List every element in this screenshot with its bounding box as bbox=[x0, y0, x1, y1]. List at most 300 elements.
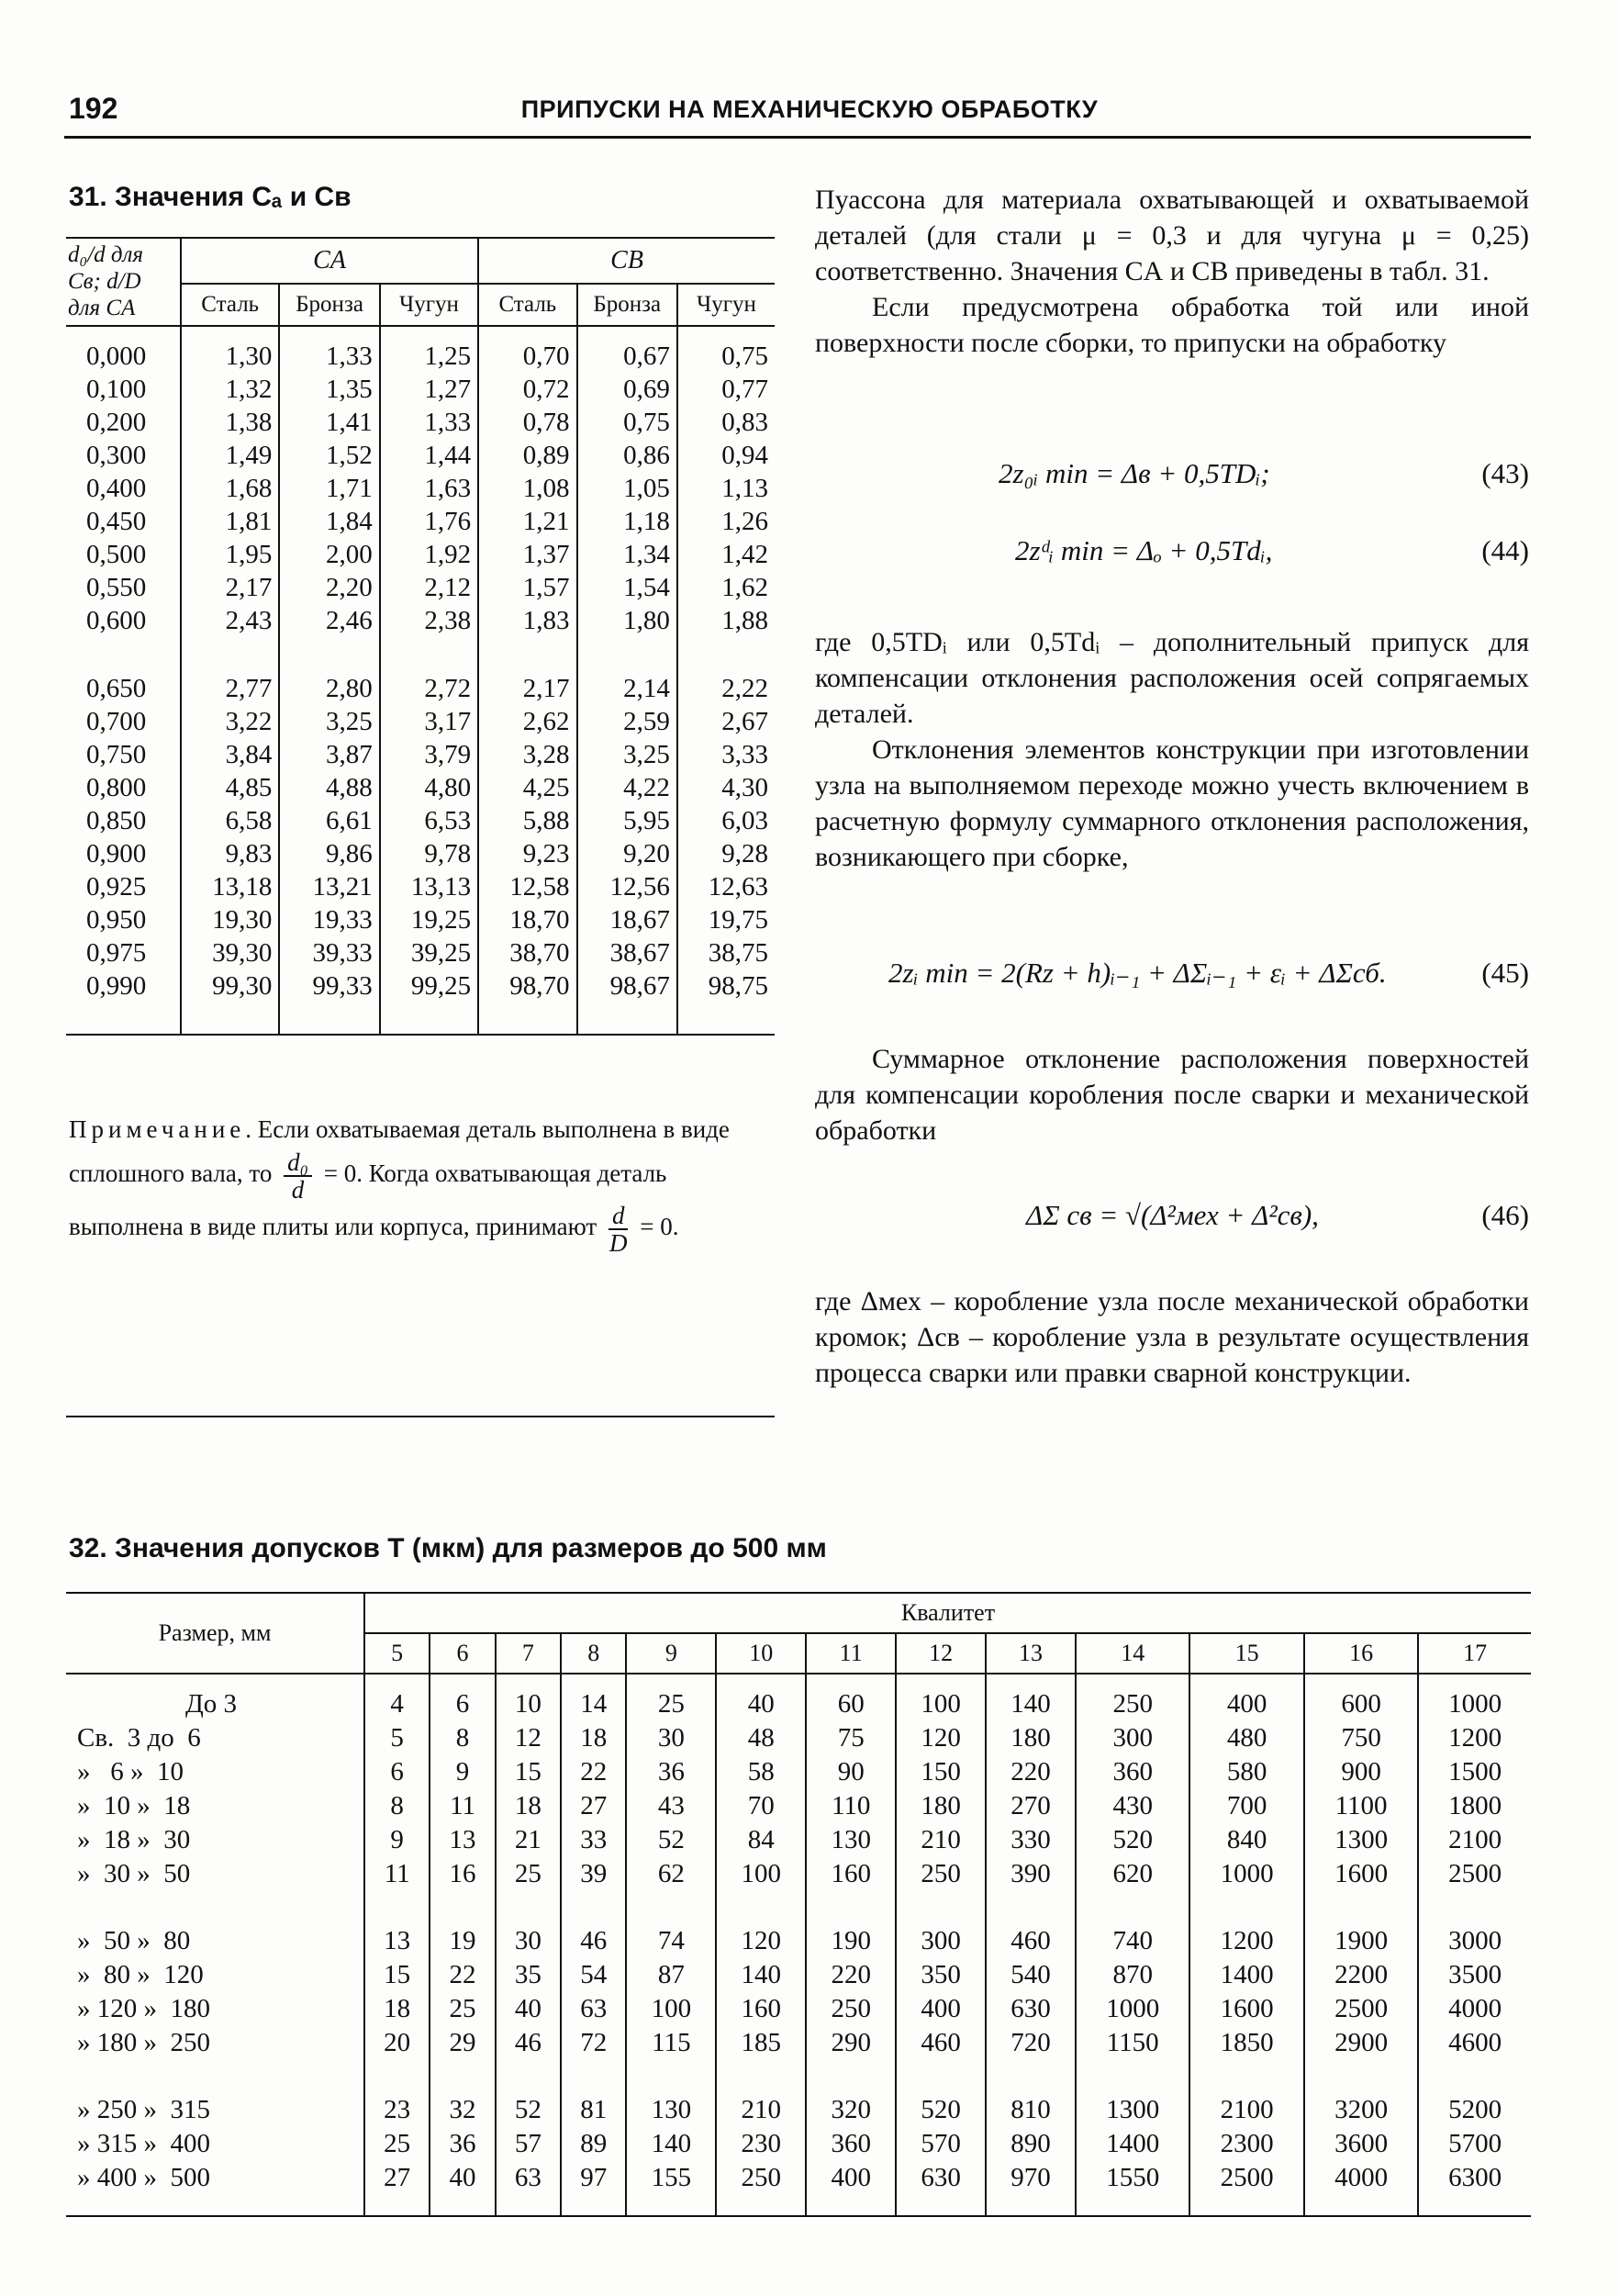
table32-value-cell: 9 bbox=[364, 1823, 430, 1857]
table31-value-cell: 0,72 bbox=[478, 373, 576, 406]
paragraph-poisson: Пуассона для материала охватывающей и охватываемой деталей (для стали μ = 0,3 и для чугуна μ = 0,25) соответственно. Значения CА и CВ приведены в табл. 31. bbox=[815, 185, 1529, 286]
table31-value-cell: 9,78 bbox=[380, 837, 478, 870]
table32-grade-header: 13 bbox=[986, 1633, 1076, 1674]
table32-grade-header: 15 bbox=[1189, 1633, 1303, 1674]
table31-value-cell: 0,94 bbox=[721, 441, 768, 471]
table32-value-cell: 130 bbox=[806, 1823, 896, 1857]
table32-size-cell: » 80 » 120 bbox=[66, 1958, 364, 1992]
table32-value-cell: 15 bbox=[496, 1755, 561, 1789]
header-rule bbox=[64, 136, 1531, 139]
table32-value-cell: 480 bbox=[1189, 1721, 1303, 1755]
table31-value-cell: 2,59 bbox=[577, 705, 677, 738]
table32-grade-header: 5 bbox=[364, 1633, 430, 1674]
table31-value-cell: 1,30 bbox=[181, 326, 279, 373]
table31-value-cell: 3,33 bbox=[721, 740, 768, 770]
table32-value-cell: 110 bbox=[806, 1789, 896, 1823]
table32-value-cell: 81 bbox=[561, 2060, 626, 2127]
table32-value-cell: 8 bbox=[430, 1721, 495, 1755]
table31-value-cell: 1,83 bbox=[478, 604, 576, 637]
table31-value-cell: 4,88 bbox=[279, 771, 379, 804]
table32-value-cell: 13 bbox=[430, 1823, 495, 1857]
table32-grade-header: 7 bbox=[496, 1633, 561, 1674]
table32-value-cell: 43 bbox=[626, 1789, 716, 1823]
table31-value-cell: 19,33 bbox=[279, 903, 379, 936]
table31-value-cell: 4,22 bbox=[577, 771, 677, 804]
table32-grade-header: 6 bbox=[430, 1633, 495, 1674]
right-text-block-3 bbox=[815, 1041, 1529, 1148]
table31-value-cell: 9,86 bbox=[279, 837, 379, 870]
table31-corner-label: d₀/d для Cв; d/D для CА bbox=[66, 238, 181, 326]
table31-value-cell: 1,44 bbox=[380, 439, 478, 472]
table32-value-cell: 630 bbox=[986, 1992, 1076, 2026]
table32-value-cell: 160 bbox=[806, 1857, 896, 1891]
table32-value-cell: 25 bbox=[626, 1674, 716, 1721]
table32-value-cell: 32 bbox=[430, 2060, 495, 2127]
table31-row bbox=[66, 870, 775, 903]
table32-value-cell: 120 bbox=[896, 1721, 986, 1755]
table32-value-cell: 23 bbox=[364, 2060, 430, 2127]
table32-value-cell: 740 bbox=[1076, 1891, 1189, 1958]
table31-value-cell: 9,28 bbox=[721, 839, 768, 869]
table31-caption: 31. Значения Cₐ и Cв bbox=[69, 182, 352, 212]
table31-value-cell: 38,70 bbox=[478, 936, 576, 969]
table32-value-cell: 90 bbox=[806, 1755, 896, 1789]
table31-value-cell: 9,83 bbox=[181, 837, 279, 870]
table31-value-cell: 13,18 bbox=[181, 870, 279, 903]
table31-row bbox=[66, 571, 775, 604]
table32-value-cell: 40 bbox=[716, 1674, 806, 1721]
table31-ratio-cell: 0,000 bbox=[66, 326, 181, 373]
table32-value-cell: 1200 bbox=[1189, 1891, 1303, 1958]
table31-value-cell: 1,33 bbox=[279, 326, 379, 373]
table32-row bbox=[66, 1857, 1531, 1891]
table32 bbox=[66, 1592, 1531, 2217]
table31-ratio-cell: 0,100 bbox=[66, 373, 181, 406]
table31-value-cell: 2,62 bbox=[478, 705, 576, 738]
table31-row bbox=[66, 936, 775, 969]
table32-value-cell: 400 bbox=[806, 2161, 896, 2216]
table32-value-cell: 400 bbox=[1189, 1674, 1303, 1721]
table31-value-cell: 1,38 bbox=[181, 406, 279, 439]
table32-value-cell: 52 bbox=[626, 1823, 716, 1857]
table31-value-cell: 0,86 bbox=[577, 439, 677, 472]
table32-value-cell: 14 bbox=[561, 1674, 626, 1721]
table31-value-cell: 0,77 bbox=[721, 375, 768, 405]
table31-value-cell: 1,63 bbox=[380, 472, 478, 505]
table32-value-cell: 9 bbox=[430, 1755, 495, 1789]
table32-value-cell: 700 bbox=[1189, 1789, 1303, 1823]
fraction-d-over-D: $\frac{d}{D}$ bbox=[609, 1202, 628, 1257]
right-text-block-1 bbox=[815, 182, 1529, 361]
table32-value-cell: 2500 bbox=[1304, 1992, 1418, 2026]
table31-value-cell: 5,88 bbox=[478, 804, 576, 837]
table32-value-cell: 4600 bbox=[1448, 2028, 1502, 2057]
table31-value-cell: 19,75 bbox=[708, 905, 768, 935]
table32-value-cell: 87 bbox=[626, 1958, 716, 1992]
table31-value-cell: 2,12 bbox=[380, 571, 478, 604]
table31-row bbox=[66, 837, 775, 870]
table31-ratio-cell: 0,200 bbox=[66, 406, 181, 439]
table32-value-cell: 27 bbox=[561, 1789, 626, 1823]
table32-size-cell: » 250 » 315 bbox=[66, 2060, 364, 2127]
table32-value-cell: 5 bbox=[364, 1721, 430, 1755]
table31-value-cell: 0,83 bbox=[721, 408, 768, 438]
table32-value-cell: 35 bbox=[496, 1958, 561, 1992]
table32-value-cell: 48 bbox=[716, 1721, 806, 1755]
paragraph-deviations: Отклонения элементов конструкции при изготовлении узла на выполняемом переходе можно учесть включением в расчетную формулу суммарного отклонения расположения, возникающего при сборке, bbox=[815, 734, 1529, 872]
table31-value-cell: 3,84 bbox=[181, 738, 279, 771]
table32-value-cell: 10 bbox=[496, 1674, 561, 1721]
table32-size-cell: До 3 bbox=[66, 1674, 364, 1721]
table32-value-cell: 270 bbox=[986, 1789, 1076, 1823]
table32-value-cell: 18 bbox=[496, 1789, 561, 1823]
table31-value-cell: 0,69 bbox=[577, 373, 677, 406]
table31-value-cell: 3,25 bbox=[577, 738, 677, 771]
table32-value-cell: 15 bbox=[364, 1958, 430, 1992]
table32-value-cell: 60 bbox=[806, 1674, 896, 1721]
table32-value-cell: 18 bbox=[561, 1721, 626, 1755]
table32-value-cell: 57 bbox=[496, 2127, 561, 2161]
table32-value-cell: 100 bbox=[716, 1857, 806, 1891]
table32-value-cell: 5700 bbox=[1448, 2129, 1502, 2158]
paragraph-additional-allowance: где 0,5TDᵢ или 0,5Tdᵢ – дополнительный припуск для компенсации отклонения расположения осей сопрягаемых деталей. bbox=[815, 627, 1529, 729]
table31-value-cell: 1,95 bbox=[181, 538, 279, 571]
table31 bbox=[66, 237, 775, 1036]
table31-material-header: Чугун bbox=[697, 291, 756, 317]
table31-ratio-cell: 0,950 bbox=[66, 903, 181, 936]
table32-value-cell: 140 bbox=[986, 1674, 1076, 1721]
table32-value-cell: 330 bbox=[986, 1823, 1076, 1857]
table31-row bbox=[66, 637, 775, 705]
note-text-3: = 0. bbox=[640, 1213, 679, 1241]
table32-value-cell: 120 bbox=[716, 1891, 806, 1958]
table32-row bbox=[66, 1789, 1531, 1823]
table31-row bbox=[66, 604, 775, 637]
table32-value-cell: 1000 bbox=[1189, 1857, 1303, 1891]
table32-value-cell: 750 bbox=[1304, 1721, 1418, 1755]
table31-value-cell: 2,77 bbox=[181, 637, 279, 705]
table32-value-cell: 4000 bbox=[1304, 2161, 1418, 2216]
table32-value-cell: 21 bbox=[496, 1823, 561, 1857]
table32-value-cell: 580 bbox=[1189, 1755, 1303, 1789]
table31-value-cell: 99,25 bbox=[380, 969, 478, 1035]
table32-value-cell: 300 bbox=[1076, 1721, 1189, 1755]
table31-row bbox=[66, 505, 775, 538]
table32-value-cell: 290 bbox=[806, 2026, 896, 2060]
table32-row bbox=[66, 2127, 1531, 2161]
table31-value-cell: 0,78 bbox=[478, 406, 576, 439]
table31-ratio-cell: 0,300 bbox=[66, 439, 181, 472]
table32-value-cell: 6 bbox=[430, 1674, 495, 1721]
table32-value-cell: 1400 bbox=[1076, 2127, 1189, 2161]
table32-value-cell: 2500 bbox=[1189, 2161, 1303, 2216]
table31-value-cell: 98,67 bbox=[577, 969, 677, 1035]
table32-value-cell: 900 bbox=[1304, 1755, 1418, 1789]
table32-value-cell: 4 bbox=[364, 1674, 430, 1721]
table31-value-cell: 1,57 bbox=[478, 571, 576, 604]
table32-value-cell: 22 bbox=[561, 1755, 626, 1789]
table31-value-cell: 1,71 bbox=[279, 472, 379, 505]
table32-grade-header: 12 bbox=[896, 1633, 986, 1674]
table32-value-cell: 46 bbox=[561, 1891, 626, 1958]
table32-value-cell: 300 bbox=[896, 1891, 986, 1958]
table32-value-cell: 840 bbox=[1189, 1823, 1303, 1857]
table31-header-ca: CА bbox=[181, 238, 478, 284]
table31-value-cell: 1,21 bbox=[478, 505, 576, 538]
table31-value-cell: 1,42 bbox=[721, 540, 768, 570]
table31-value-cell: 9,20 bbox=[577, 837, 677, 870]
running-title: ПРИПУСКИ НА МЕХАНИЧЕСКУЮ ОБРАБОТКУ bbox=[520, 95, 1099, 123]
table31-value-cell: 2,17 bbox=[478, 637, 576, 705]
table32-row bbox=[66, 2026, 1531, 2060]
table32-value-cell: 720 bbox=[986, 2026, 1076, 2060]
table31-value-cell: 1,80 bbox=[577, 604, 677, 637]
table31-value-cell: 98,70 bbox=[478, 969, 576, 1035]
table31-row bbox=[66, 538, 775, 571]
table32-value-cell: 220 bbox=[986, 1755, 1076, 1789]
table32-value-cell: 400 bbox=[896, 1992, 986, 2026]
table32-value-cell: 2100 bbox=[1189, 2060, 1303, 2127]
table32-value-cell: 40 bbox=[496, 1992, 561, 2026]
table32-value-cell: 89 bbox=[561, 2127, 626, 2161]
table31-value-cell: 1,68 bbox=[181, 472, 279, 505]
table31-row bbox=[66, 738, 775, 771]
table32-value-cell: 210 bbox=[716, 2060, 806, 2127]
table31-value-cell: 9,23 bbox=[478, 837, 576, 870]
table32-value-cell: 63 bbox=[496, 2161, 561, 2216]
table32-value-cell: 150 bbox=[896, 1755, 986, 1789]
table32-value-cell: 1000 bbox=[1076, 1992, 1189, 2026]
table31-value-cell: 3,79 bbox=[380, 738, 478, 771]
table32-size-header: Размер, мм bbox=[66, 1593, 364, 1674]
table31-value-cell: 99,30 bbox=[181, 969, 279, 1035]
table31-value-cell: 2,14 bbox=[577, 637, 677, 705]
table31-ratio-cell: 0,975 bbox=[66, 936, 181, 969]
table32-value-cell: 520 bbox=[896, 2060, 986, 2127]
table31-value-cell: 2,00 bbox=[279, 538, 379, 571]
table32-value-cell: 250 bbox=[716, 2161, 806, 2216]
table31-value-cell: 6,03 bbox=[721, 806, 768, 836]
table32-value-cell: 11 bbox=[364, 1857, 430, 1891]
equation-44: 2zᵈᵢ min = Δₒ + 0,5Tdᵢ, (44) bbox=[1015, 534, 1529, 566]
table31-value-cell: 12,56 bbox=[577, 870, 677, 903]
table31-value-cell: 38,75 bbox=[708, 938, 768, 969]
table32-value-cell: 1800 bbox=[1448, 1791, 1502, 1820]
table32-caption: 32. Значения допусков T (мкм) для размеров до 500 мм bbox=[69, 1533, 827, 1563]
table31-value-cell: 1,26 bbox=[721, 507, 768, 537]
table31-value-cell: 1,52 bbox=[279, 439, 379, 472]
note-text-1: . Если охватываемая деталь выполнена в виде сплошного вала, то bbox=[69, 1115, 730, 1188]
table32-value-cell: 460 bbox=[986, 1891, 1076, 1958]
table31-value-cell: 3,28 bbox=[478, 738, 576, 771]
table31-value-cell: 1,33 bbox=[380, 406, 478, 439]
note-text-2: = 0. Когда охватывающая деталь выполнена в виде плиты или корпуса, принимают bbox=[69, 1159, 667, 1241]
table31-value-cell: 3,25 bbox=[279, 705, 379, 738]
table31-value-cell: 1,32 bbox=[181, 373, 279, 406]
table31-row bbox=[66, 771, 775, 804]
equation-45: 2zᵢ min = 2(Rz + h)ᵢ₋₁ + ΔΣᵢ₋₁ + εᵢ + ΔΣсб. (45) bbox=[888, 957, 1529, 989]
fraction-d0-over-d: $\frac{\text{d₀}}{d}$ bbox=[284, 1149, 312, 1203]
table31-value-cell: 1,13 bbox=[721, 474, 768, 504]
table32-size-cell: » 10 » 18 bbox=[66, 1789, 364, 1823]
table31-value-cell: 4,85 bbox=[181, 771, 279, 804]
table32-row bbox=[66, 2060, 1531, 2127]
table32-value-cell: 1600 bbox=[1304, 1857, 1418, 1891]
table32-value-cell: 27 bbox=[364, 2161, 430, 2216]
table32-value-cell: 140 bbox=[626, 2127, 716, 2161]
table31-value-cell: 98,75 bbox=[708, 971, 768, 1002]
table32-value-cell: 570 bbox=[896, 2127, 986, 2161]
table32-value-cell: 25 bbox=[430, 1992, 495, 2026]
table32-size-cell: » 120 » 180 bbox=[66, 1992, 364, 2026]
table32-row bbox=[66, 1674, 1531, 1721]
table31-value-cell: 12,63 bbox=[708, 872, 768, 902]
table32-value-cell: 250 bbox=[1076, 1674, 1189, 1721]
table32-value-cell: 30 bbox=[496, 1891, 561, 1958]
table32-value-cell: 180 bbox=[986, 1721, 1076, 1755]
table32-value-cell: 3000 bbox=[1448, 1926, 1502, 1955]
table32-value-cell: 190 bbox=[806, 1891, 896, 1958]
table31-ratio-cell: 0,650 bbox=[66, 637, 181, 705]
table31-ratio-cell: 0,990 bbox=[66, 969, 181, 1035]
table32-value-cell: 70 bbox=[716, 1789, 806, 1823]
table32-value-cell: 320 bbox=[806, 2060, 896, 2127]
table31-material-header: Бронза bbox=[577, 284, 677, 326]
table32-value-cell: 140 bbox=[716, 1958, 806, 1992]
table31-row bbox=[66, 804, 775, 837]
table31-value-cell: 13,21 bbox=[279, 870, 379, 903]
table32-size-cell: » 6 » 10 bbox=[66, 1755, 364, 1789]
table32-value-cell: 600 bbox=[1304, 1674, 1418, 1721]
table31-value-cell: 1,41 bbox=[279, 406, 379, 439]
table32-value-cell: 630 bbox=[896, 2161, 986, 2216]
table31-value-cell: 1,37 bbox=[478, 538, 576, 571]
table31-ratio-cell: 0,900 bbox=[66, 837, 181, 870]
table32-value-cell: 3200 bbox=[1304, 2060, 1418, 2127]
table32-value-cell: 8 bbox=[364, 1789, 430, 1823]
note-rule bbox=[66, 1416, 775, 1417]
table31-note bbox=[69, 1109, 776, 1274]
table32-row bbox=[66, 1721, 1531, 1755]
table32-row bbox=[66, 1823, 1531, 1857]
table31-value-cell: 2,67 bbox=[721, 707, 768, 737]
table31-value-cell: 0,75 bbox=[721, 342, 768, 372]
table32-value-cell: 250 bbox=[896, 1857, 986, 1891]
table31-ratio-cell: 0,500 bbox=[66, 538, 181, 571]
table32-size-cell: » 180 » 250 bbox=[66, 2026, 364, 2060]
table32-row bbox=[66, 1958, 1531, 1992]
table31-value-cell: 6,58 bbox=[181, 804, 279, 837]
table31-row bbox=[66, 326, 775, 373]
table31-value-cell: 1,62 bbox=[721, 573, 768, 603]
table31-value-cell: 5,95 bbox=[577, 804, 677, 837]
table31-value-cell: 3,22 bbox=[181, 705, 279, 738]
table32-row bbox=[66, 2161, 1531, 2216]
table31-value-cell: 4,30 bbox=[721, 773, 768, 803]
table31-material-header: Чугун bbox=[380, 284, 478, 326]
table31-value-cell: 2,38 bbox=[380, 604, 478, 637]
table31-value-cell: 2,80 bbox=[279, 637, 379, 705]
table32-value-cell: 620 bbox=[1076, 1857, 1189, 1891]
table32-value-cell: 1600 bbox=[1189, 1992, 1303, 2026]
table32-value-cell: 63 bbox=[561, 1992, 626, 2026]
table32-value-cell: 36 bbox=[626, 1755, 716, 1789]
table32-value-cell: 1300 bbox=[1304, 1823, 1418, 1857]
table31-material-header: Сталь bbox=[478, 284, 576, 326]
table31-value-cell: 19,30 bbox=[181, 903, 279, 936]
table32-value-cell: 25 bbox=[364, 2127, 430, 2161]
table31-value-cell: 1,92 bbox=[380, 538, 478, 571]
table32-value-cell: 75 bbox=[806, 1721, 896, 1755]
table32-grade-header: 11 bbox=[806, 1633, 896, 1674]
table32-value-cell: 58 bbox=[716, 1755, 806, 1789]
table32-qualitet-header: Квалитет bbox=[364, 1593, 1531, 1633]
table32-value-cell: 13 bbox=[364, 1891, 430, 1958]
table31-value-cell: 2,72 bbox=[380, 637, 478, 705]
table31-value-cell: 0,89 bbox=[478, 439, 576, 472]
table32-value-cell: 115 bbox=[626, 2026, 716, 2060]
table31-value-cell: 1,76 bbox=[380, 505, 478, 538]
table31-value-cell: 4,80 bbox=[380, 771, 478, 804]
table32-value-cell: 520 bbox=[1076, 1823, 1189, 1857]
table32-value-cell: 350 bbox=[896, 1958, 986, 1992]
table31-value-cell: 99,33 bbox=[279, 969, 379, 1035]
table31-value-cell: 1,08 bbox=[478, 472, 576, 505]
table31-value-cell: 0,75 bbox=[577, 406, 677, 439]
table31-ratio-cell: 0,800 bbox=[66, 771, 181, 804]
table31-row bbox=[66, 705, 775, 738]
table32-value-cell: 54 bbox=[561, 1958, 626, 1992]
table31-row bbox=[66, 903, 775, 936]
table31-value-cell: 19,25 bbox=[380, 903, 478, 936]
table32-value-cell: 870 bbox=[1076, 1958, 1189, 1992]
table32-size-cell: » 30 » 50 bbox=[66, 1857, 364, 1891]
table32-value-cell: 890 bbox=[986, 2127, 1076, 2161]
equation-43: 2z₀ᵢ min = Δв + 0,5TDᵢ; (43) bbox=[999, 457, 1529, 489]
table32-value-cell: 29 bbox=[430, 2026, 495, 2060]
right-text-block-4 bbox=[815, 1283, 1529, 1391]
table32-value-cell: 1500 bbox=[1448, 1757, 1502, 1786]
table32-value-cell: 40 bbox=[430, 2161, 495, 2216]
table31-value-cell: 6,61 bbox=[279, 804, 379, 837]
table32-value-cell: 4000 bbox=[1448, 1994, 1502, 2023]
table32-value-cell: 20 bbox=[364, 2026, 430, 2060]
table32-value-cell: 185 bbox=[716, 2026, 806, 2060]
table32-value-cell: 1150 bbox=[1076, 2026, 1189, 2060]
table32-value-cell: 360 bbox=[1076, 1755, 1189, 1789]
table31-row bbox=[66, 472, 775, 505]
table32-value-cell: 430 bbox=[1076, 1789, 1189, 1823]
table32-row bbox=[66, 1891, 1531, 1958]
table31-ratio-cell: 0,850 bbox=[66, 804, 181, 837]
table31-row bbox=[66, 373, 775, 406]
table31-value-cell: 18,70 bbox=[478, 903, 576, 936]
table32-grade-header: 10 bbox=[716, 1633, 806, 1674]
table32-grade-header: 14 bbox=[1076, 1633, 1189, 1674]
table31-ratio-cell: 0,750 bbox=[66, 738, 181, 771]
table32-value-cell: 22 bbox=[430, 1958, 495, 1992]
table32-value-cell: 30 bbox=[626, 1721, 716, 1755]
table32-value-cell: 160 bbox=[716, 1992, 806, 2026]
table32-value-cell: 1200 bbox=[1448, 1723, 1502, 1753]
table31-value-cell: 6,53 bbox=[380, 804, 478, 837]
table31-value-cell: 1,88 bbox=[721, 606, 768, 636]
table31-ratio-cell: 0,925 bbox=[66, 870, 181, 903]
table32-value-cell: 1550 bbox=[1076, 2161, 1189, 2216]
table31-row bbox=[66, 406, 775, 439]
table32-value-cell: 74 bbox=[626, 1891, 716, 1958]
table32-grade-header: 9 bbox=[626, 1633, 716, 1674]
